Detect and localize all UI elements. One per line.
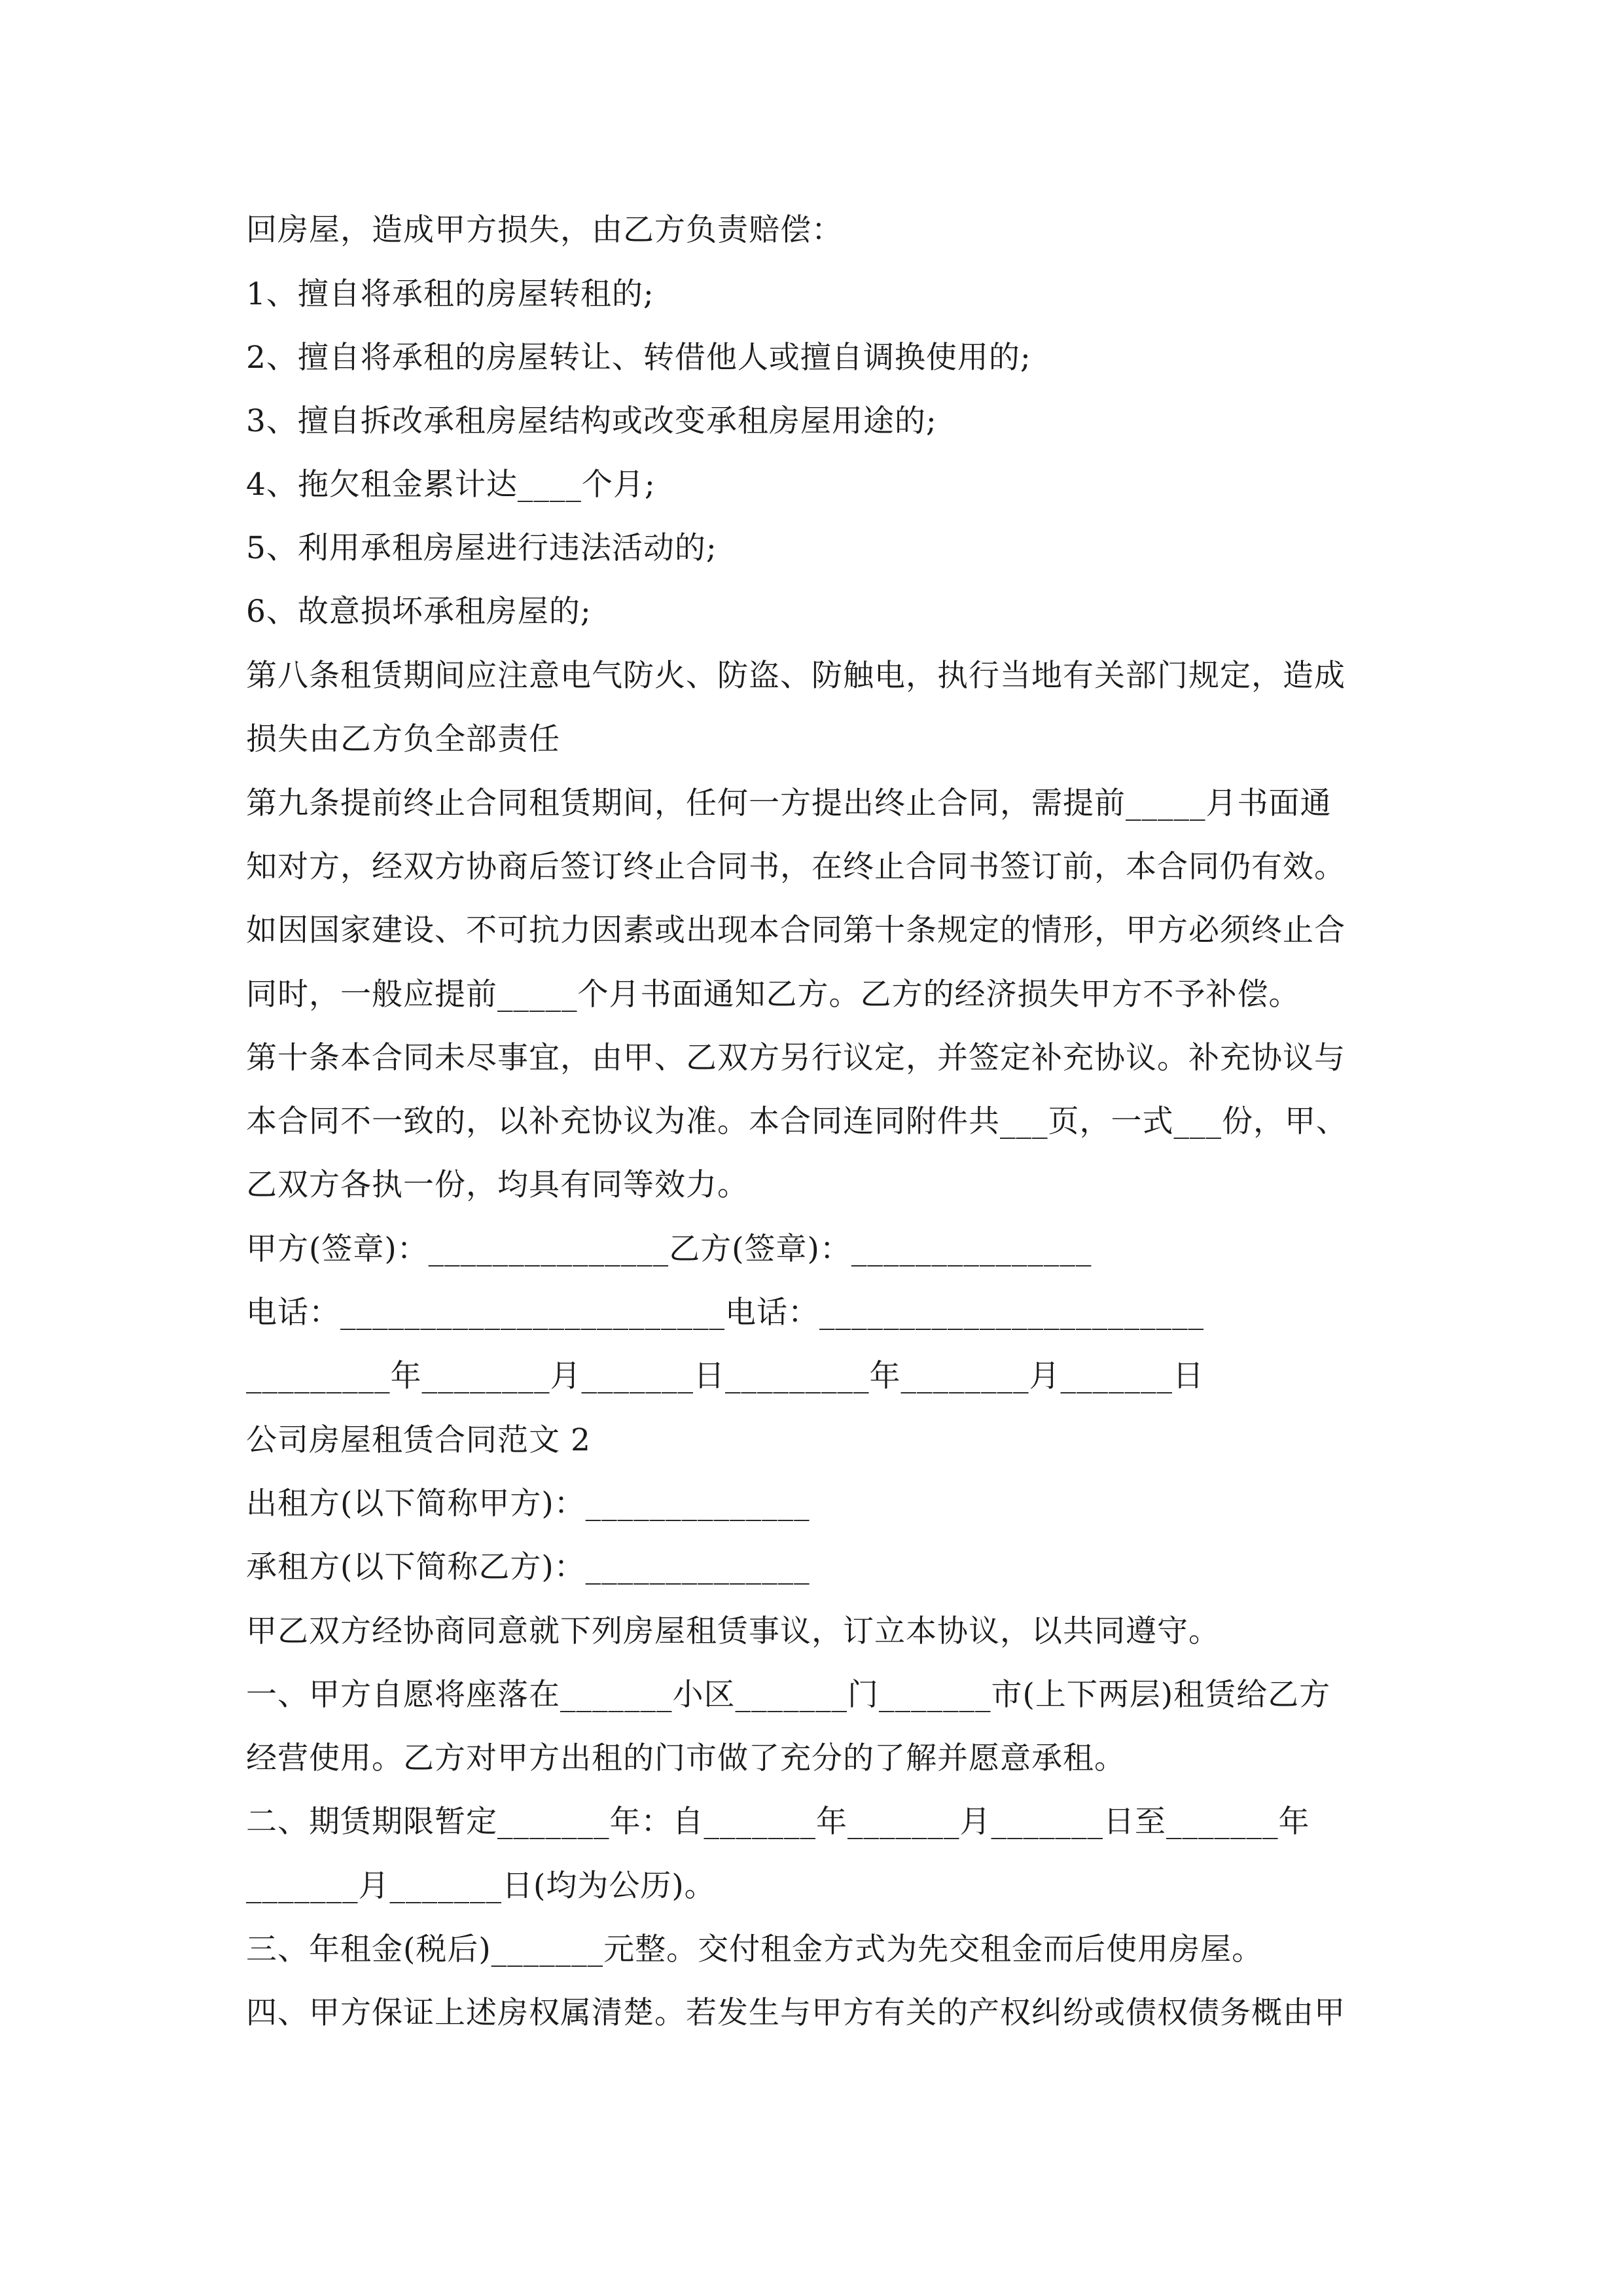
phone-line: 电话：________________________电话：________________________	[246, 1295, 1204, 1331]
text-line: 四、甲方保证上述房权属清楚。若发生与甲方有关的产权纠纷或债权债务概由甲	[246, 1995, 1346, 2031]
text-line: _______月_______日(均为公历)。	[246, 1868, 716, 1904]
lessee-line: 承租方(以下简称乙方)：______________	[246, 1549, 810, 1585]
text-line: 第十条本合同未尽事宜，由甲、乙双方另行议定，并签定补充协议。补充协议与	[246, 1040, 1346, 1076]
section-title: 公司房屋租赁合同范文 2	[246, 1422, 591, 1458]
text-line: 2、擅自将承租的房屋转让、转借他人或擅自调换使用的;	[246, 340, 1031, 376]
text-line: 5、利用承租房屋进行违法活动的;	[246, 530, 717, 566]
date-line: _________年________月_______日_________年________月_______日	[246, 1358, 1204, 1394]
text-line: 二、期赁期限暂定_______年：自_______年_______月_______日至_______年	[246, 1804, 1310, 1840]
text-line: 如因国家建设、不可抗力因素或出现本合同第十条规定的情形，甲方必须终止合	[246, 912, 1346, 948]
lessor-line: 出租方(以下简称甲方)：______________	[246, 1486, 810, 1522]
text-line: 损失由乙方负全部责任	[246, 721, 560, 757]
text-line: 乙双方各执一份，均具有同等效力。	[246, 1167, 749, 1203]
signature-line: 甲方(签章)：_______________乙方(签章)：_______________	[246, 1231, 1092, 1267]
text-line: 甲乙双方经协商同意就下列房屋租赁事议，订立本协议，以共同遵守。	[246, 1613, 1220, 1649]
text-line: 本合同不一致的，以补充协议为准。本合同连同附件共___页，一式___份，甲、	[246, 1103, 1347, 1139]
text-line: 4、拖欠租金累计达____个月;	[246, 467, 656, 503]
text-line: 同时，一般应提前_____个月书面通知乙方。乙方的经济损失甲方不予补偿。	[246, 977, 1300, 1013]
text-line: 6、故意损坏承租房屋的;	[246, 594, 592, 630]
text-line: 三、年租金(税后)_______元整。交付租金方式为先交租金而后使用房屋。	[246, 1931, 1264, 1967]
text-line: 1、擅自将承租的房屋转租的;	[246, 276, 654, 312]
text-line: 第九条提前终止合同租赁期间，任何一方提出终止合同，需提前_____月书面通	[246, 785, 1332, 821]
text-line: 知对方，经双方协商后签订终止合同书，在终止合同书签订前，本合同仍有效。	[246, 849, 1346, 885]
text-line: 3、擅自拆改承租房屋结构或改变承租房屋用途的;	[246, 403, 937, 439]
text-line: 经营使用。乙方对甲方出租的门市做了充分的了解并愿意承租。	[246, 1740, 1126, 1776]
text-line: 回房屋，造成甲方损失，由乙方负责赔偿：	[246, 212, 843, 248]
text-line: 第八条租赁期间应注意电气防火、防盗、防触电，执行当地有关部门规定，造成	[246, 658, 1346, 694]
text-line: 一、甲方自愿将座落在_______小区_______门_______市(上下两层)租赁给乙方	[246, 1677, 1331, 1713]
